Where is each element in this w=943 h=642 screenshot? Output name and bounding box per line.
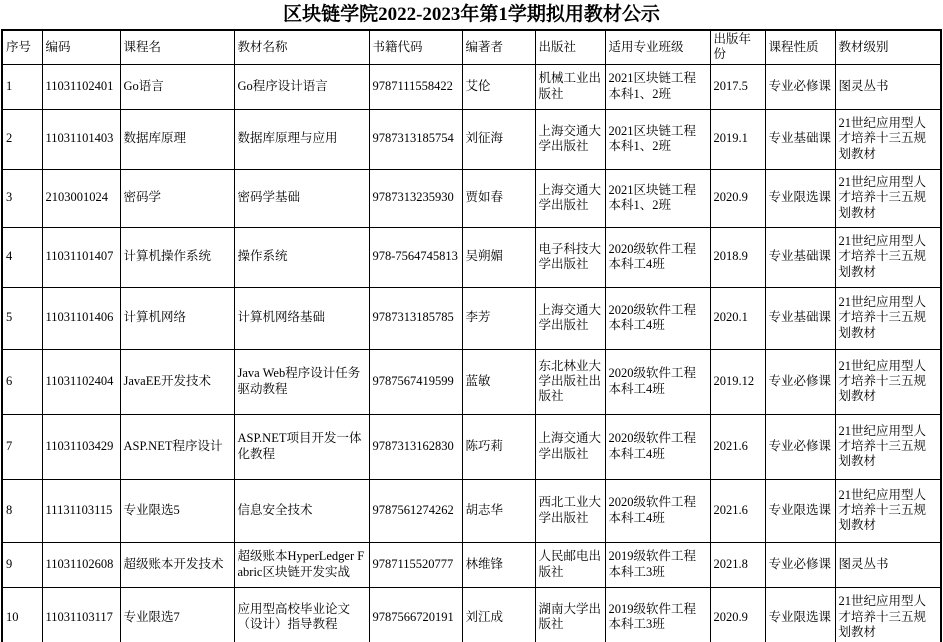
table-cell: 专业限选5 [120, 479, 234, 542]
table-cell: 2020.9 [710, 587, 765, 642]
table-row [2, 542, 941, 587]
table-cell: 专业限选课 [765, 587, 835, 642]
table-cell: 2020级软件工程本科工4班 [605, 479, 710, 542]
table-cell: 5 [2, 287, 42, 349]
table-cell: 8 [2, 479, 42, 542]
table-cell: 计算机操作系统 [120, 227, 234, 287]
table-cell: 21世纪应用型人才培养十三五规划教材 [835, 227, 941, 287]
table-cell: 机械工业出版社 [535, 64, 605, 109]
table-cell: 21世纪应用型人才培养十三五规划教材 [835, 587, 941, 642]
table-cell: 2019级软件工程本科工3班 [605, 587, 710, 642]
table-cell: 上海交通大学出版社 [535, 109, 605, 169]
table-cell: 9787561274262 [369, 479, 462, 542]
table-cell: 9787111558422 [369, 64, 462, 109]
table-cell: JavaEE开发技术 [120, 349, 234, 414]
header-row [2, 30, 941, 64]
table-cell: 数据库原理与应用 [234, 109, 369, 169]
table-cell: 刘江成 [462, 587, 535, 642]
table-cell: 2017.5 [710, 64, 765, 109]
table-cell: 3 [2, 169, 42, 227]
column-header: 出版年份 [710, 30, 765, 64]
table-cell: 6 [2, 349, 42, 414]
column-header: 书籍代码 [369, 30, 462, 64]
table-cell: 应用型高校毕业论文（设计）指导教程 [234, 587, 369, 642]
table-cell: 操作系统 [234, 227, 369, 287]
table-row [2, 414, 941, 479]
table-cell: 专业基础课 [765, 287, 835, 349]
table-cell: Go语言 [120, 64, 234, 109]
column-header: 教材级别 [835, 30, 941, 64]
table-cell: 上海交通大学出版社 [535, 169, 605, 227]
table-cell: 人民邮电出版社 [535, 542, 605, 587]
table-cell: 11031103429 [42, 414, 120, 479]
table-cell: 11031102404 [42, 349, 120, 414]
table-cell: 21世纪应用型人才培养十三五规划教材 [835, 414, 941, 479]
column-header: 出版社 [535, 30, 605, 64]
table-cell: 21世纪应用型人才培养十三五规划教材 [835, 109, 941, 169]
table-row [2, 169, 941, 227]
column-header: 序号 [2, 30, 42, 64]
table-cell: 林维锋 [462, 542, 535, 587]
table-cell: 吴朔媚 [462, 227, 535, 287]
column-header: 适用专业班级 [605, 30, 710, 64]
table-cell: 11131103115 [42, 479, 120, 542]
table-row [2, 587, 941, 642]
table-cell: 2020级软件工程本科工4班 [605, 349, 710, 414]
table-cell: 专业限选课 [765, 479, 835, 542]
table-cell: 1 [2, 64, 42, 109]
table-cell: 信息安全技术 [234, 479, 369, 542]
table-cell: 西北工业大学出版社 [535, 479, 605, 542]
table-cell: 贾如春 [462, 169, 535, 227]
table-cell: 11031101407 [42, 227, 120, 287]
table-cell: 2020级软件工程本科工4班 [605, 287, 710, 349]
table-cell: 21世纪应用型人才培养十三五规划教材 [835, 287, 941, 349]
textbook-table [1, 29, 942, 642]
column-header: 教材名称 [234, 30, 369, 64]
table-cell: 图灵丛书 [835, 542, 941, 587]
column-header: 编著者 [462, 30, 535, 64]
table-cell: 21世纪应用型人才培养十三五规划教材 [835, 349, 941, 414]
table-cell: 11031101406 [42, 287, 120, 349]
table-cell: 2020级软件工程本科工4班 [605, 414, 710, 479]
table-cell: 专业基础课 [765, 109, 835, 169]
table-cell: 2019.12 [710, 349, 765, 414]
table-cell: 2021区块链工程本科1、2班 [605, 64, 710, 109]
table-cell: 专业限选课 [765, 169, 835, 227]
table-cell: 9787313185785 [369, 287, 462, 349]
table-cell: 2 [2, 109, 42, 169]
table-row [2, 479, 941, 542]
table-cell: 7 [2, 414, 42, 479]
table-cell: 2021区块链工程本科1、2班 [605, 109, 710, 169]
table-cell: 2019.1 [710, 109, 765, 169]
table-cell: 2021.6 [710, 479, 765, 542]
table-cell: 2021.8 [710, 542, 765, 587]
table-cell: 2021区块链工程本科1、2班 [605, 169, 710, 227]
table-cell: 专业必修课 [765, 542, 835, 587]
page-title: 区块链学院2022-2023年第1学期拟用教材公示 [283, 4, 660, 25]
table-header [2, 30, 941, 64]
table-row [2, 227, 941, 287]
column-header: 编码 [42, 30, 120, 64]
table-cell: 9787313185754 [369, 109, 462, 169]
table-body [2, 64, 941, 642]
table-cell: 9787313235930 [369, 169, 462, 227]
table-cell: 上海交通大学出版社 [535, 287, 605, 349]
column-header: 课程名 [120, 30, 234, 64]
table-cell: 11031103117 [42, 587, 120, 642]
table-cell: 艾伦 [462, 64, 535, 109]
table-cell: 11031101403 [42, 109, 120, 169]
table-cell: 湖南大学出版社 [535, 587, 605, 642]
table-row [2, 349, 941, 414]
table-cell: 11031102401 [42, 64, 120, 109]
table-cell: 9787567419599 [369, 349, 462, 414]
table-cell: 专业必修课 [765, 349, 835, 414]
table-cell: 李芳 [462, 287, 535, 349]
table-cell: Java Web程序设计任务驱动教程 [234, 349, 369, 414]
table-cell: 专业必修课 [765, 64, 835, 109]
table-cell: 2020.1 [710, 287, 765, 349]
table-cell: 2021.6 [710, 414, 765, 479]
table-cell: 11031102608 [42, 542, 120, 587]
table-cell: 专业限选7 [120, 587, 234, 642]
table-row [2, 64, 941, 109]
table-cell: 9787313162830 [369, 414, 462, 479]
table-cell: 2019级软件工程本科工3班 [605, 542, 710, 587]
column-header: 课程性质 [765, 30, 835, 64]
table-cell: 蓝敏 [462, 349, 535, 414]
table-cell: 21世纪应用型人才培养十三五规划教材 [835, 169, 941, 227]
table-cell: 2018.9 [710, 227, 765, 287]
table-cell: 9787566720191 [369, 587, 462, 642]
table-cell: Go程序设计语言 [234, 64, 369, 109]
table-cell: 电子科技大学出版社 [535, 227, 605, 287]
table-cell: 东北林业大学出版社出版社 [535, 349, 605, 414]
table-cell: ASP.NET项目开发一体化教程 [234, 414, 369, 479]
table-cell: 密码学 [120, 169, 234, 227]
table-cell: 专业必修课 [765, 414, 835, 479]
table-cell: 上海交通大学出版社 [535, 414, 605, 479]
table-cell: 21世纪应用型人才培养十三五规划教材 [835, 479, 941, 542]
table-cell: 2020.9 [710, 169, 765, 227]
table-row [2, 287, 941, 349]
table-cell: 9787115520777 [369, 542, 462, 587]
table-cell: 4 [2, 227, 42, 287]
table-cell: 密码学基础 [234, 169, 369, 227]
table-cell: 2103001024 [42, 169, 120, 227]
table-cell: 刘征海 [462, 109, 535, 169]
table-cell: 978-7564745813 [369, 227, 462, 287]
table-cell: ASP.NET程序设计 [120, 414, 234, 479]
table-cell: 计算机网络 [120, 287, 234, 349]
table-cell: 胡志华 [462, 479, 535, 542]
table-cell: 9 [2, 542, 42, 587]
table-cell: 数据库原理 [120, 109, 234, 169]
table-cell: 计算机网络基础 [234, 287, 369, 349]
table-row [2, 109, 941, 169]
table-cell: 10 [2, 587, 42, 642]
table-cell: 2020级软件工程本科工4班 [605, 227, 710, 287]
table-cell: 超级账本开发技术 [120, 542, 234, 587]
table-cell: 陈巧莉 [462, 414, 535, 479]
table-cell: 专业基础课 [765, 227, 835, 287]
table-cell: 图灵丛书 [835, 64, 941, 109]
table-cell: 超级账本HyperLedger Fabric区块链开发实战 [234, 542, 369, 587]
